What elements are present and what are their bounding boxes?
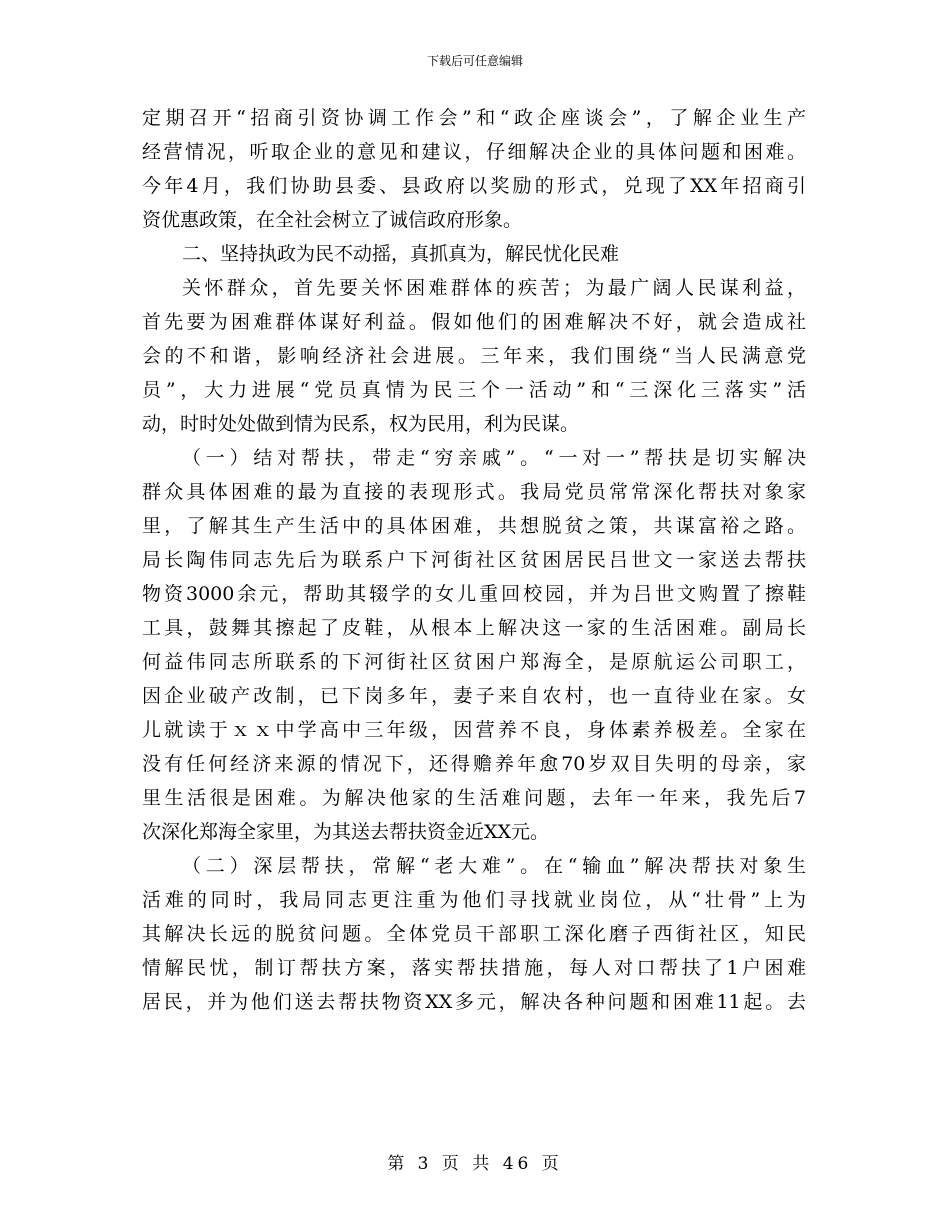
text-line: 里生活很是困难。为解决他家的生活难问题，去年一年来，我先后7 xyxy=(142,787,806,809)
text-line: 何益伟同志所联系的下河街社区贫困户郑海全，是原航运公司职工， xyxy=(142,651,806,673)
text-line: 儿就读于ｘｘ中学高中三年级，因营养不良，身体素养极差。全家在 xyxy=(142,719,806,741)
text-line: 动，时时处处做到情为民系，权为民用，利为民谋。 xyxy=(142,413,580,435)
text-line: 员”，大力进展“党员真情为民三个一活动”和“三深化三落实”活 xyxy=(142,379,806,401)
section-heading: 二、坚持执政为民不动摇，真抓真为，解民忧化民难 xyxy=(182,243,620,265)
text-line: 居民，并为他们送去帮扶物资XX多元，解决各种问题和困难11起。去 xyxy=(142,991,806,1013)
text-line: 情解民忧，制订帮扶方案，落实帮扶措施，每人对口帮扶了1户困难 xyxy=(142,957,806,979)
text-line: 资优惠政策，在全社会树立了诚信政府形象。 xyxy=(142,209,523,231)
text-line: 因企业破产改制，已下岗多年，妻子来自农村，也一直待业在家。女 xyxy=(142,685,806,707)
page-number: 第 3 页 共 46 页 xyxy=(387,1154,563,1174)
subsection-line: （一）结对帮扶，带走“穷亲戚”。“一对一”帮扶是切实解决 xyxy=(182,447,806,469)
text-line: 里，了解其生产生活中的具体困难，共想脱贫之策，共谋富裕之路。 xyxy=(142,515,806,537)
text-line: 其解决长远的脱贫问题。全体党员干部职工深化磨子西街社区，知民 xyxy=(142,923,806,945)
text-line: 物资3000余元，帮助其辍学的女儿重回校园，并为吕世文购置了擦鞋 xyxy=(142,583,806,605)
page-header: 下载后可任意编辑 xyxy=(426,54,523,68)
text-line: 工具，鼓舞其擦起了皮鞋，从根本上解决这一家的生活困难。副局长 xyxy=(142,617,806,639)
text-line: 群众具体困难的最为直接的表现形式。我局党员常常深化帮扶对象家 xyxy=(142,481,806,503)
text-line: 次深化郑海全家里，为其送去帮扶资金近XX元。 xyxy=(142,821,550,843)
document-body xyxy=(142,101,806,1019)
text-line: 定期召开“招商引资协调工作会”和“政企座谈会”，了解企业生产 xyxy=(142,107,806,129)
subsection-line: （二）深层帮扶，常解“老大难”。在“输血”解决帮扶对象生 xyxy=(182,855,806,877)
text-line: 首先要为困难群体谋好利益。假如他们的困难解决不好，就会造成社 xyxy=(142,311,806,333)
text-line: 今年4月，我们协助县委、县政府以奖励的形式，兑现了XX年招商引 xyxy=(142,175,806,197)
text-line: 会的不和谐，影响经济社会进展。三年来，我们围绕“当人民满意党 xyxy=(142,345,806,367)
text-line: 经营情况，听取企业的意见和建议，仔细解决企业的具体问题和困难。 xyxy=(142,141,806,163)
text-line: 没有任何经济来源的情况下，还得赡养年愈70岁双目失明的母亲，家 xyxy=(142,753,806,775)
text-line: 活难的同时，我局同志更注重为他们寻找就业岗位，从“壮骨”上为 xyxy=(142,889,806,911)
text-line: 局长陶伟同志先后为联系户下河街社区贫困居民吕世文一家送去帮扶 xyxy=(142,549,806,571)
text-line: 关怀群众，首先要关怀困难群体的疾苦；为最广阔人民谋利益， xyxy=(182,277,806,299)
